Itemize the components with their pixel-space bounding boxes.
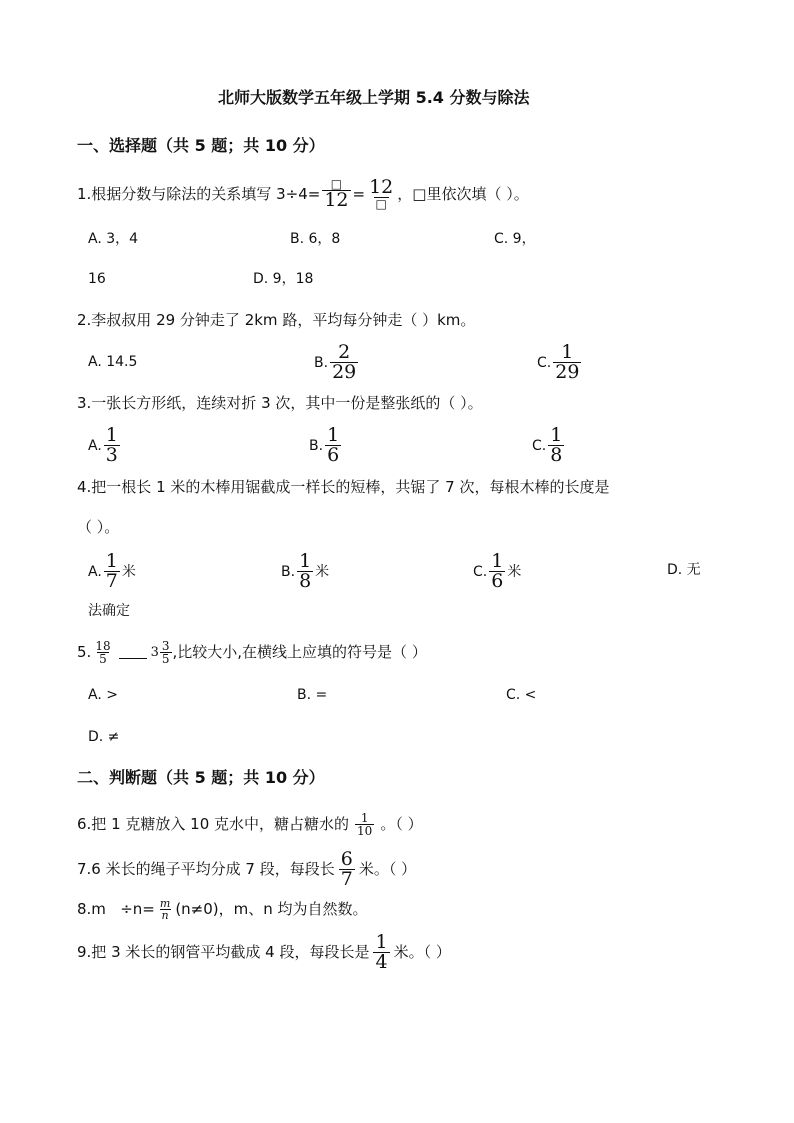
fraction-1-over-3	[104, 426, 120, 465]
fraction-numerator: 1	[299, 550, 312, 572]
question-5-number: 5.	[77, 643, 92, 661]
question-8-tail: (n≠0)，m、n 均为自然数。	[175, 900, 368, 918]
q3-option-c[interactable]	[532, 426, 566, 465]
fraction-denominator: □	[375, 197, 387, 211]
q4-option-d[interactable]: D. 无	[667, 562, 701, 578]
fraction-12-over-blank	[367, 178, 395, 210]
question-7	[77, 850, 416, 889]
fraction-6-over-7	[339, 850, 355, 889]
fraction-blank-over-12	[322, 178, 350, 210]
fraction-1-over-7	[104, 552, 120, 591]
fraction-1-over-6	[325, 426, 341, 465]
q1-option-a[interactable]: A. 3，4	[88, 231, 139, 247]
fraction-1-over-8	[297, 552, 313, 591]
fraction-18-over-5	[93, 640, 112, 665]
fraction-denominator: 8	[550, 444, 563, 466]
q1-option-b[interactable]: B. 6，8	[290, 231, 341, 247]
fraction-numerator: 12	[369, 176, 394, 198]
q2-option-b[interactable]	[314, 343, 360, 382]
q5-option-d[interactable]: D. ≠	[88, 729, 120, 745]
q4-option-c[interactable]	[473, 552, 521, 591]
option-label: B.	[309, 437, 324, 454]
unit-label: 米	[121, 563, 136, 580]
unit-label: 米	[507, 563, 522, 580]
fraction-m-over-n	[158, 898, 172, 921]
q5-option-c[interactable]: C. <	[506, 687, 537, 703]
fraction-1-over-29	[553, 343, 581, 382]
q2-option-c[interactable]	[537, 343, 583, 382]
q4-option-d-continued: 法确定	[88, 603, 130, 619]
question-7-text: 7.6 米长的绳子平均分成 7 段，每段长	[77, 860, 335, 878]
fraction-denominator: 7	[340, 868, 353, 890]
question-5	[77, 640, 427, 665]
fraction-numerator: 3	[161, 639, 170, 653]
fraction-2-over-29	[330, 343, 358, 382]
q2-option-a[interactable]: A. 14.5	[88, 354, 138, 370]
fraction-numerator: 1	[105, 550, 118, 572]
option-label: B.	[314, 354, 329, 371]
answer-blank[interactable]	[119, 646, 147, 659]
question-9	[77, 933, 451, 972]
fraction-denominator: 7	[105, 570, 118, 592]
fraction-denominator: 5	[161, 652, 170, 666]
section-heading-choice: 一、选择题（共 5 题；共 10 分）	[77, 136, 325, 155]
fraction-numerator: 6	[340, 848, 353, 870]
fraction-denominator: 6	[327, 444, 340, 466]
option-label: A.	[88, 563, 102, 580]
fraction-numerator: 1	[327, 424, 340, 446]
fraction-denominator: 4	[375, 951, 388, 973]
section-heading-judgment: 二、判断题（共 5 题；共 10 分）	[77, 768, 325, 787]
q5-option-a[interactable]: A. >	[88, 687, 118, 703]
option-label: A.	[88, 437, 102, 454]
question-8	[77, 898, 368, 921]
question-6-tail: 。（ ）	[380, 815, 423, 833]
mixed-fraction	[160, 640, 172, 665]
question-5-text: ,比较大小,在横线上应填的符号是（ ）	[172, 643, 427, 661]
question-1-text: 1.根据分数与除法的关系填写 3÷4=	[77, 184, 321, 203]
q3-option-a[interactable]	[88, 426, 122, 465]
question-2-text: 2.李叔叔用 29 分钟走了 2km 路，平均每分钟走（ ）km。	[77, 311, 476, 329]
question-3-text: 3.一张长方形纸，连续对折 3 次，其中一份是整张纸的（ ）。	[77, 394, 483, 412]
fraction-denominator: 8	[299, 570, 312, 592]
option-label: C.	[537, 354, 552, 371]
fraction-denominator: 6	[491, 570, 504, 592]
fraction-denominator: 29	[332, 361, 357, 383]
fraction-numerator: 18	[95, 639, 111, 653]
fraction-numerator: 1	[561, 341, 574, 363]
q4-option-b[interactable]	[281, 552, 329, 591]
question-9-tail: 米。（ ）	[393, 943, 451, 961]
option-label: C.	[532, 437, 547, 454]
fraction-1-over-8	[548, 426, 564, 465]
question-1	[77, 178, 529, 210]
fraction-numerator: m	[159, 897, 171, 910]
q1-option-c-continued: 16	[88, 271, 106, 287]
fraction-numerator: 2	[338, 341, 351, 363]
q4-option-a[interactable]	[88, 552, 136, 591]
fraction-numerator: 1	[550, 424, 563, 446]
q1-option-d[interactable]: D. 9，18	[253, 271, 314, 287]
question-6-text: 6.把 1 克糖放入 10 克水中，糖占糖水的	[77, 815, 350, 833]
fraction-1-over-6	[489, 552, 505, 591]
fraction-numerator: 1	[375, 931, 388, 953]
page-title: 北师大版数学五年级上学期 5.4 分数与除法	[218, 88, 530, 107]
fraction-numerator: □	[330, 177, 343, 191]
fraction-denominator: 10	[357, 824, 373, 838]
option-label: C.	[473, 563, 488, 580]
fraction-denominator: 5	[99, 652, 107, 666]
question-4-text-continued: （ ）。	[77, 518, 120, 536]
mixed-whole: 3	[150, 645, 159, 660]
equals-sign: =	[352, 184, 366, 203]
fraction-numerator: 1	[491, 550, 504, 572]
fraction-denominator: 12	[324, 189, 349, 211]
fraction-denominator: 29	[555, 361, 580, 383]
fraction-1-over-4	[373, 933, 389, 972]
q3-option-b[interactable]	[309, 426, 343, 465]
question-9-text: 9.把 3 米长的钢管平均截成 4 段，每段长是	[77, 943, 370, 961]
unit-label: 米	[315, 563, 330, 580]
fraction-1-over-10	[355, 812, 374, 837]
fraction-numerator: 1	[105, 424, 118, 446]
q5-option-b[interactable]: B. =	[297, 687, 328, 703]
question-1-tail: ，□里依次填（ ）。	[397, 184, 529, 203]
option-label: B.	[281, 563, 296, 580]
fraction-denominator: 3	[105, 444, 118, 466]
question-4-text: 4.把一根长 1 米的木棒用锯截成一样长的短棒，共锯了 7 次，每根木棒的长度是	[77, 478, 610, 496]
fraction-numerator: 1	[360, 811, 369, 825]
q1-option-c[interactable]: C. 9，	[494, 231, 536, 247]
mixed-number-3-3-5	[151, 640, 173, 665]
fraction-denominator: n	[161, 909, 169, 922]
question-6	[77, 812, 423, 837]
question-8-text: 8.m ÷n=	[77, 900, 155, 918]
question-7-tail: 米。（ ）	[358, 860, 417, 878]
